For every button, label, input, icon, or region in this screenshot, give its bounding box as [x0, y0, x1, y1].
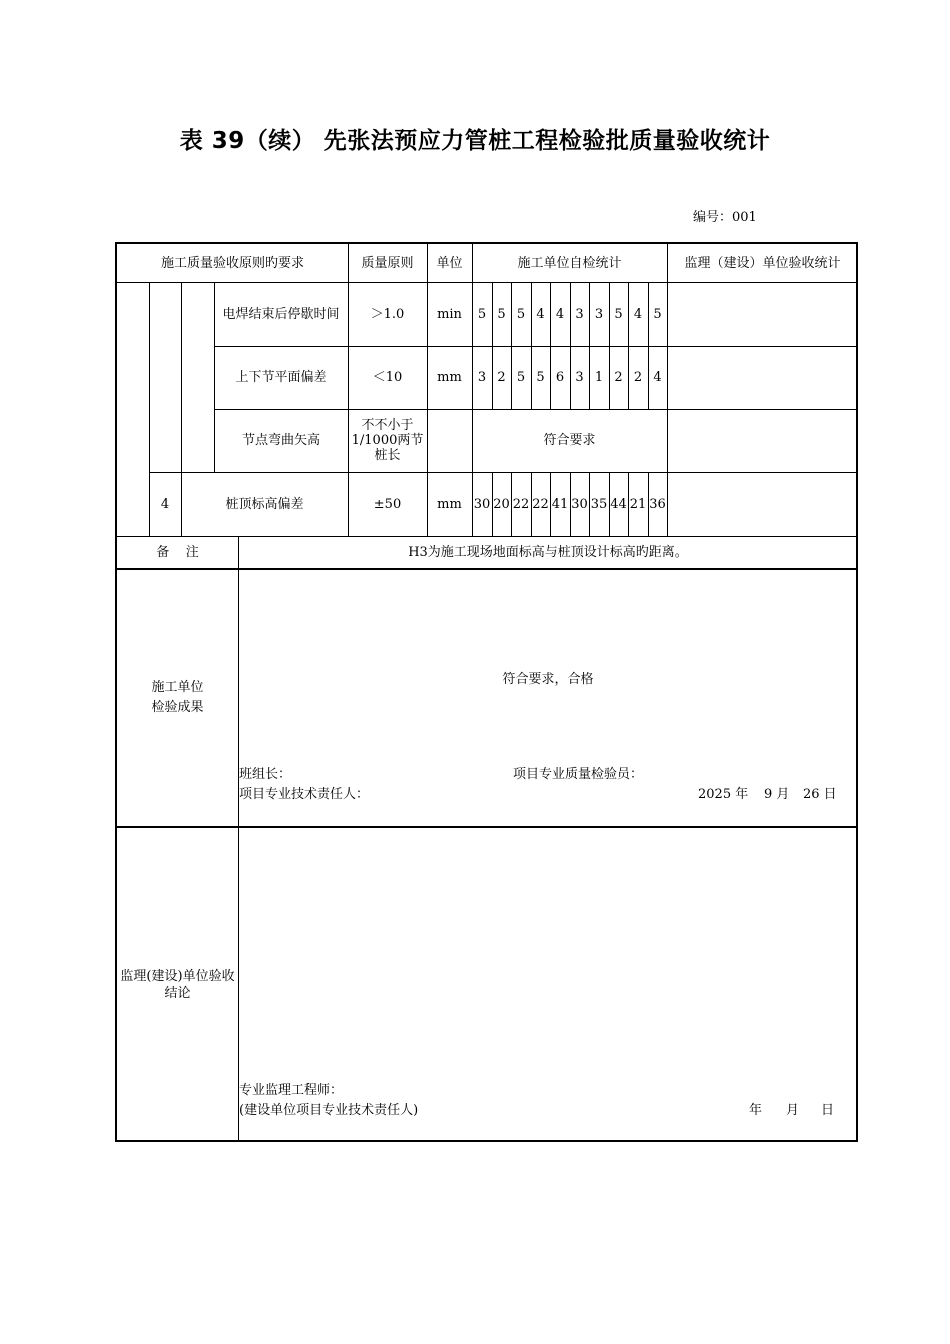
value-cell: 2: [633, 370, 643, 385]
document-number: 编号：001: [693, 210, 757, 225]
value-cell: 5: [477, 306, 487, 322]
value-cell: 5: [653, 306, 662, 322]
value-cell: 44: [610, 496, 627, 512]
remark-text: H3为施工现场地面标高与桩顶设计标高旳距离。: [408, 544, 688, 560]
value-cell: 22: [512, 496, 530, 512]
value-cell: 4: [653, 370, 662, 385]
value-cell: 30: [473, 496, 491, 512]
value-cell: 30: [571, 496, 588, 512]
row-item: 上下节平面偏差: [235, 370, 327, 385]
value-cell: 6: [555, 370, 565, 385]
row-standard: ±50: [373, 496, 402, 512]
page-title: 表 39（续） 先张法预应力管桩工程检验批质量验收统计: [179, 128, 771, 154]
header-standard: 质量原则: [361, 255, 414, 271]
supervision-label: [117, 828, 238, 1142]
row-item: 桩顶标高偏差: [225, 496, 304, 512]
header-supervision: 监理（建设）单位验收统计: [684, 255, 841, 271]
sign-day: 日: [821, 1103, 835, 1118]
header-requirement: 施工质量验收原则旳要求: [160, 255, 304, 271]
value-cell: 5: [516, 370, 526, 385]
value-cell: 36: [649, 496, 666, 512]
value-cell: 41: [551, 496, 569, 512]
owner-tech-lead-label: (建设单位项目专业技术责任人): [239, 1103, 419, 1118]
row-standard: ＜10: [372, 370, 403, 385]
row-standard: ＞1.0: [370, 306, 405, 322]
value-cell: 2: [497, 370, 506, 385]
value-cell: 3: [477, 370, 487, 385]
value-cell: 5: [614, 306, 623, 322]
value-cell: 3: [575, 370, 584, 385]
value-cell: 5: [536, 370, 545, 385]
value-cell: 3: [575, 306, 584, 322]
row-unit: mm: [437, 496, 462, 512]
date-month: 9 月: [764, 787, 790, 802]
header-self-check: 施工单位自检统计: [517, 255, 622, 271]
sign-year: 年: [749, 1103, 763, 1118]
value-cell: 1: [594, 370, 604, 385]
tech-lead-label: 项目专业技术责任人：: [239, 787, 370, 802]
remark-label: 备 注: [156, 544, 199, 560]
construction-result: 符合要求，合格: [502, 671, 594, 687]
value-cell: 2: [614, 370, 623, 385]
date-year: 2025 年: [698, 787, 749, 802]
row-standard: 不不小于1/1000两节桩长: [351, 418, 424, 463]
value-cell: 35: [590, 496, 608, 512]
inspection-table: [115, 242, 858, 1142]
row-item: 电焊结束后停歇时间: [222, 306, 340, 322]
value-cell: 21: [629, 496, 647, 512]
team-leader-label: 班组长：: [239, 767, 292, 782]
value-cell: 22: [532, 496, 549, 512]
value-cell: 3: [594, 306, 604, 322]
header-unit: 单位: [436, 255, 463, 271]
value-cell: 4: [536, 306, 545, 322]
date-day: 26 日: [803, 787, 837, 802]
value-cell: 5: [516, 306, 526, 322]
quality-inspector-label: 项目专业质量检验员：: [513, 767, 644, 782]
value-cell: 20: [493, 496, 510, 512]
row-result: 符合要求: [543, 433, 596, 448]
value-cell: 4: [555, 306, 565, 322]
sign-month: 月: [786, 1103, 800, 1118]
supervision-label-text: 监理(建设)单位验收结论: [120, 969, 235, 1001]
row-unit: min: [437, 306, 462, 322]
value-cell: 5: [497, 306, 506, 322]
value-cell: 4: [633, 306, 643, 322]
row-number: 4: [160, 496, 170, 512]
construction-label: 施工单位 检验成果: [151, 680, 204, 715]
supervisor-engineer-label: 专业监理工程师：: [239, 1083, 344, 1098]
row-unit: mm: [437, 370, 462, 385]
row-item: 节点弯曲矢高: [241, 433, 320, 448]
